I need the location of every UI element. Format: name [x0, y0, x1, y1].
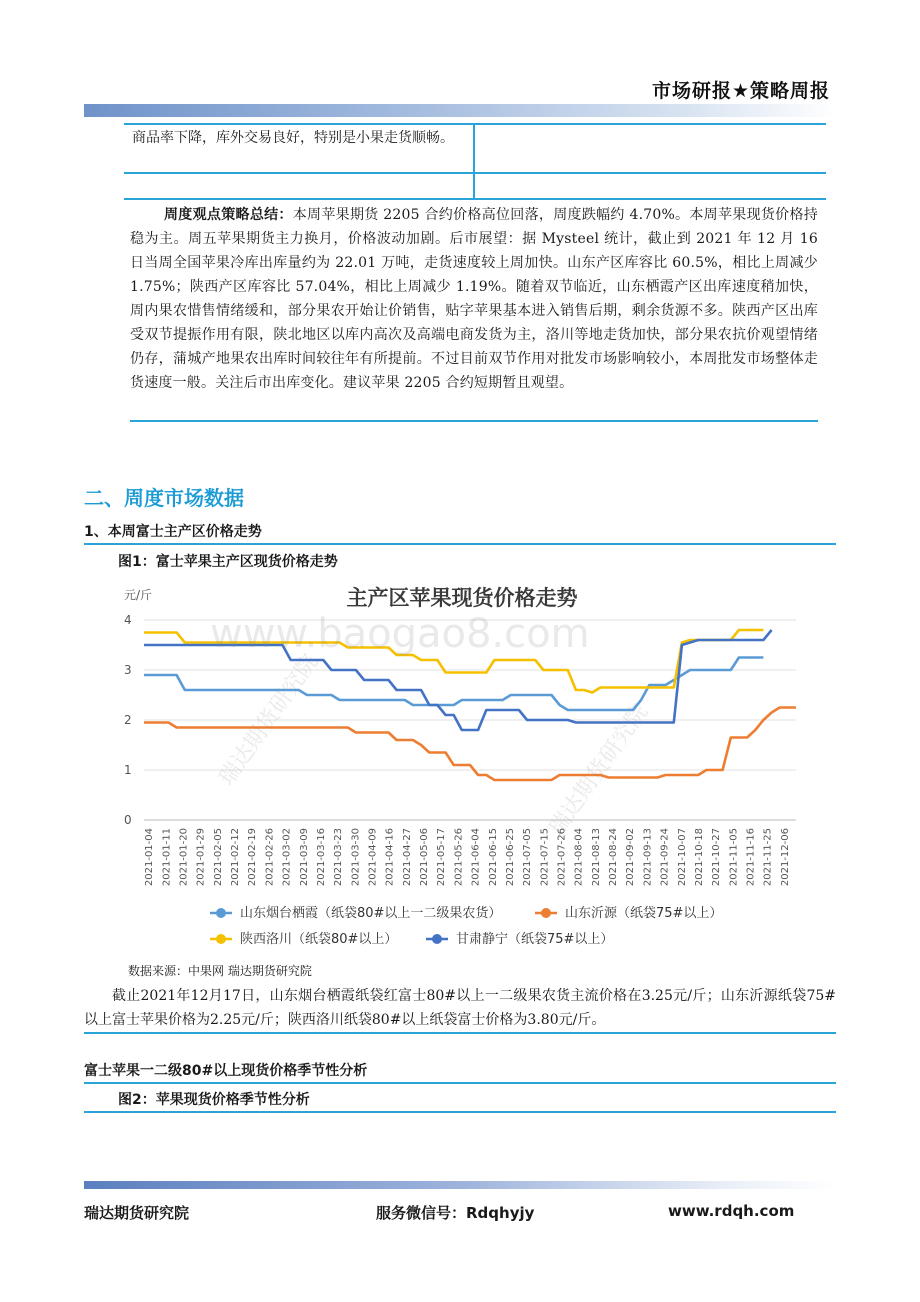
- subsection-title-seasonal: 富士苹果一二级80#以上现货价格季节性分析: [84, 1063, 368, 1079]
- chart-x-tick-label: 2021-08-04: [573, 828, 585, 887]
- footer-website[interactable]: [668, 1202, 794, 1220]
- weekly-summary: [130, 203, 818, 395]
- footer-website-text[interactable]: www.rdqh.com: [668, 1202, 795, 1220]
- chart-x-tick-label: 2021-06-15: [487, 828, 499, 887]
- footer-institute: 瑞达期货研究院: [84, 1204, 190, 1222]
- footer-wechat: 服务微信号：Rdqhyjy: [376, 1204, 535, 1222]
- chart-x-tick-label: 2021-04-27: [401, 828, 413, 887]
- chart-y-ticks: [124, 613, 132, 827]
- header-gradient-bar: [84, 104, 836, 117]
- price-paragraph-text: 截止2021年12月17日，山东烟台栖霞纸袋红富士80#以上一二级果农货主流价格在3.25元/斤；山东沂源纸袋75#以上富士苹果价格为2.25元/斤；陕西洛川纸袋80#以上纸袋富士价格为3.80元/斤。: [84, 988, 836, 1028]
- chart-x-tick-label: 2021-03-30: [350, 828, 362, 887]
- report-header-title: 市场研报★策略周报: [651, 80, 830, 102]
- chart-x-tick-label: 2021-10-18: [693, 828, 705, 887]
- section-title: 二、周度市场数据: [84, 486, 244, 510]
- chart-x-tick-label: 2021-05-26: [453, 828, 465, 887]
- chart-x-tick-label: 2021-02-12: [230, 828, 242, 887]
- chart-y-tick-label: 4: [124, 613, 132, 627]
- table-cell-text: 商品率下降，库外交易良好，特别是小果走货顺畅。: [132, 130, 454, 146]
- chart-x-tick-label: 2021-01-29: [195, 828, 207, 887]
- chart-x-tick-label: 2021-02-05: [212, 828, 224, 887]
- legend-label: 陕西洛川（纸袋80#以上）: [240, 932, 398, 947]
- chart-x-tick-label: 2021-05-06: [419, 828, 431, 887]
- figure1-source: 数据来源：中果网 瑞达期货研究院: [128, 964, 312, 978]
- chart-x-tick-label: 2021-07-26: [556, 828, 568, 887]
- chart-x-tick-label: 2021-01-20: [178, 828, 190, 887]
- chart-x-tick-label: 2021-03-23: [333, 828, 345, 887]
- chart-x-tick-label: 2021-07-15: [539, 828, 551, 887]
- chart-x-tick-label: 2021-11-25: [762, 828, 774, 887]
- chart-x-tick-label: 2021-04-16: [384, 828, 396, 887]
- legend-label: 山东沂源（纸袋75#以上）: [565, 906, 723, 921]
- chart-x-tick-label: 2021-03-16: [315, 828, 327, 887]
- chart-x-tick-label: 2021-10-07: [676, 828, 688, 887]
- chart-legend: [210, 905, 722, 947]
- legend-marker: [216, 908, 226, 918]
- summary-bottom-border: [130, 420, 818, 422]
- table-bottom-border: [124, 198, 826, 200]
- chart-x-ticks: [144, 828, 791, 886]
- chart-series-line-1: [144, 658, 763, 711]
- table-row-border: [124, 172, 826, 174]
- summary-body: 本周苹果期货 2205 合约价格高位回落，周度跌幅约 4.70%。本周苹果现货价格持稳为主。周五苹果期货主力换月，价格波动加剧。后市展望：据 Mysteel 统计，截止到 2021 年 12 月 16 日当周全国苹果冷库出库量约为 22.01 万吨，走货速度较上周加快。山东产区库容比 60.5%，相比上周减少 1.75%；陕西产区库容比 57.04%，相比上周减少 1.19%。随着双节临近，山东栖霞产区出库速度稍加快，周内果农惜售情绪缓和，部分果农开始让价销售，贴字苹果基本进入销售后期，剩余货源不多。陕西产区出库受双节提振作用有限，陕北地区以库内高次及高端电商发货为主，洛川等地走货加快，部分果农抗价观望情绪仍存，蒲城产地果农出库时间较往年有所提前。不过目前双节作用对批发市场影响较小，本周批发市场整体走货速度一般。关注后市出库变化。建议苹果 2205 合约短期暂且观望。: [130, 207, 818, 391]
- chart-x-tick-label: 2021-05-17: [436, 828, 448, 887]
- chart-x-tick-label: 2021-02-26: [264, 828, 276, 887]
- legend-marker: [541, 908, 551, 918]
- chart-y-tick-label: 2: [124, 713, 132, 727]
- chart-x-tick-label: 2021-11-16: [745, 828, 757, 887]
- watermark-sub-2: 瑞达期货研究院: [544, 699, 654, 841]
- chart-y-tick-label: 3: [124, 663, 132, 677]
- watermark-main: www.baogao8.com: [210, 611, 590, 657]
- legend-marker: [432, 934, 442, 944]
- chart-y-tick-label: 0: [124, 813, 132, 827]
- chart-x-tick-label: 2021-09-02: [625, 828, 637, 887]
- table-top-border: [124, 123, 826, 125]
- chart-x-tick-label: 2021-02-19: [247, 828, 259, 887]
- chart-x-tick-label: 2021-12-06: [779, 828, 791, 887]
- chart-x-tick-label: 2021-09-24: [659, 828, 671, 887]
- price-trend-chart: [110, 572, 810, 957]
- table-column-divider: [473, 123, 475, 200]
- subsection2-rule: [84, 1082, 836, 1084]
- subsection-rule: [84, 543, 836, 545]
- legend-label: 山东烟台栖霞（纸袋80#以上一二级果农货）: [240, 906, 502, 921]
- watermark-sub-1: 瑞达期货研究院: [214, 649, 324, 791]
- chart-x-tick-label: 2021-08-24: [608, 828, 620, 887]
- chart-x-tick-label: 2021-03-02: [281, 828, 293, 887]
- chart-x-tick-label: 2021-03-09: [298, 828, 310, 887]
- chart-x-tick-label: 2021-01-11: [161, 828, 173, 887]
- chart-title: 主产区苹果现货价格走势: [346, 586, 578, 610]
- summary-lead: 周度观点策略总结：: [164, 207, 293, 223]
- chart-y-tick-label: 1: [124, 763, 132, 777]
- chart-x-tick-label: 2021-06-04: [470, 828, 482, 887]
- chart-x-tick-label: 2021-08-13: [590, 828, 602, 887]
- chart-y-unit: 元/斤: [124, 588, 153, 602]
- subsection-title-price-trend: 1、本周富士主产区价格走势: [84, 524, 262, 540]
- legend-marker: [216, 934, 226, 944]
- chart-x-tick-label: 2021-04-09: [367, 828, 379, 887]
- legend-label: 甘肃静宁（纸袋75#以上）: [456, 932, 614, 947]
- chart-x-tick-label: 2021-10-27: [711, 828, 723, 887]
- price-paragraph: [84, 984, 836, 1032]
- chart-x-tick-label: 2021-01-04: [144, 828, 156, 887]
- chart-x-tick-label: 2021-11-05: [728, 828, 740, 887]
- chart-x-tick-label: 2021-09-13: [642, 828, 654, 887]
- figure1-caption: 图1：富士苹果主产区现货价格走势: [118, 554, 338, 570]
- paragraph-rule: [84, 1032, 836, 1034]
- figure2-caption: 图2：苹果现货价格季节性分析: [118, 1092, 310, 1108]
- chart-x-tick-label: 2021-07-05: [522, 828, 534, 887]
- footer-gradient-bar: [84, 1181, 836, 1189]
- watermark: [210, 611, 653, 840]
- figure2-rule: [84, 1111, 836, 1113]
- chart-x-tick-label: 2021-06-25: [504, 828, 516, 887]
